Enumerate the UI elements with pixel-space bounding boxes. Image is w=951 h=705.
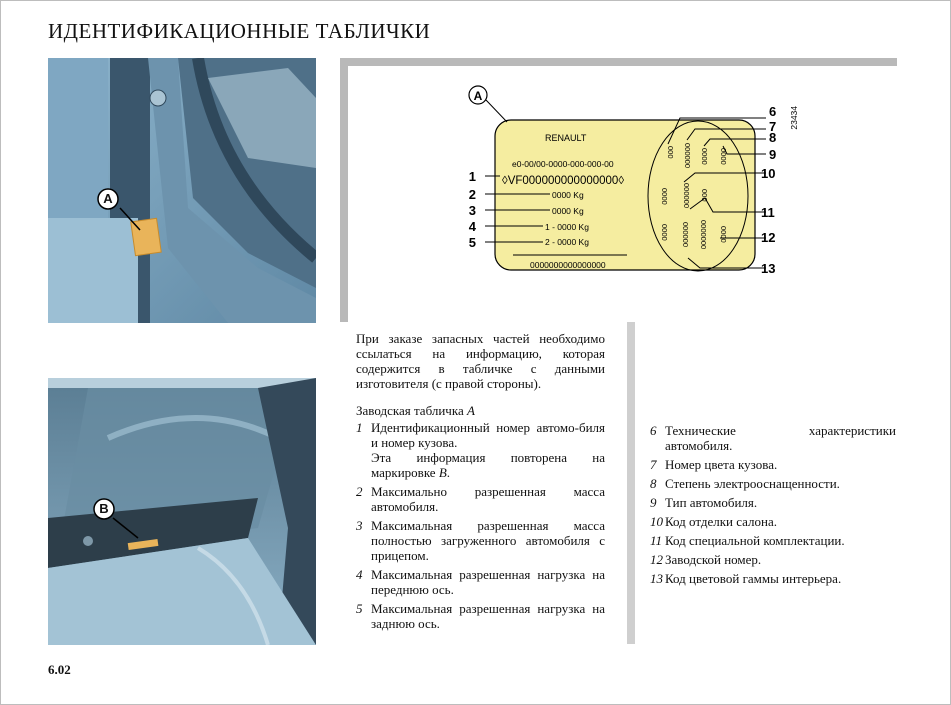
code-11: 000 [700,189,709,202]
plate-axle-rear: 2 - 0000 Kg [545,237,589,247]
page-title: ИДЕНТИФИКАЦИОННЫЕ ТАБЛИЧКИ [48,19,431,43]
page-number: 6.02 [48,662,71,677]
plate-mass-2: 0000 Kg [552,206,584,216]
code-6: 000 [666,146,675,159]
callout-3: 3 [468,203,476,218]
text-column-left [356,331,605,635]
item-1-note: Эта информация повторена на маркировке B. [371,450,605,480]
callout-5: 5 [468,235,476,250]
list-item: 7 Номер цвета кузова. [650,457,778,472]
list-item: 10 Код отделки салона. [650,514,778,529]
list-item: 2 Максимально разрешенная масса автомобиля. [356,484,605,514]
callout-7: 7 [769,119,777,134]
plate-brand: RENAULT [545,133,587,143]
identification-plate-diagram [455,78,815,278]
plate-body [495,120,755,270]
plate-mass-1: 0000 Kg [552,190,584,200]
door-pillar-photo [48,58,316,323]
callout-13: 13 [761,261,776,276]
callout-8: 8 [769,130,777,145]
code-10: 000000 [682,183,691,209]
code-12: 0000000 [699,220,708,250]
list-item: 9 Тип автомобиля. [650,495,758,510]
code-8: 0000 [700,148,709,165]
callout-12: 12 [761,230,776,245]
column-divider-bar [627,322,635,644]
code-a: 0000 [660,188,669,205]
plate-reference-number: 23434 [789,106,799,130]
section-left-bar [340,58,348,322]
subhead: Заводская табличка A [356,403,475,418]
callout-2: 2 [468,187,476,202]
callout-11: 11 [761,205,775,220]
plate-vin: ◊VF000000000000000◊ [502,175,625,187]
code-7: 000000 [683,143,692,169]
callout-9: 9 [769,147,777,162]
list-item: 12 Заводской номер. [650,552,762,567]
section-top-bar [340,58,897,66]
list-item: 13 Код цветовой гаммы интерьера. [650,571,842,586]
list-item: 11 Код специальной комплектации. [650,533,845,548]
callout-6: 6 [769,104,777,119]
intro-paragraph: При заказе запасных частей необходимо ссылаться на информацию, которая содержится в табличке с данными изготовителя (с правой стороны). [356,331,605,391]
plate-bottom-code: 0000000000000000 [530,260,606,270]
code-9: 0000 [719,148,728,165]
code-c: 0000 [719,226,728,243]
callout-1: 1 [468,169,476,184]
windscreen-photo [48,378,316,645]
text-column-right [650,423,896,590]
plate-marker-letter: A [473,89,483,103]
photo-a-label: A [103,191,113,206]
list-item: 4 Максимальная разрешенная нагрузка на переднюю ось. [356,567,605,597]
plate-type-approval: e0-00/00-0000-000-000-00 [512,159,614,169]
list-item: 3 Максимальная разрешенная масса полностью загруженного автомобиля с прицепом. [356,518,605,563]
plate-axle-front: 1 - 0000 Kg [545,222,589,232]
callout-4: 4 [468,219,476,234]
list-item: 6 Технические характеристики автомобиля. [650,423,896,453]
list-item: 5 Максимальная разрешенная нагрузка на заднюю ось. [356,601,605,631]
photo-b-label: B [99,501,109,516]
code-b: 0000 [660,224,669,241]
callout-10: 10 [761,166,776,181]
list-item: 8 Степень электрооснащенности. [650,476,840,491]
code-13: 000000 [681,222,690,248]
list-item: 1 Идентификационный номер автомо-биля и номер кузова. Эта информация повторена на маркировке B. [356,420,605,480]
